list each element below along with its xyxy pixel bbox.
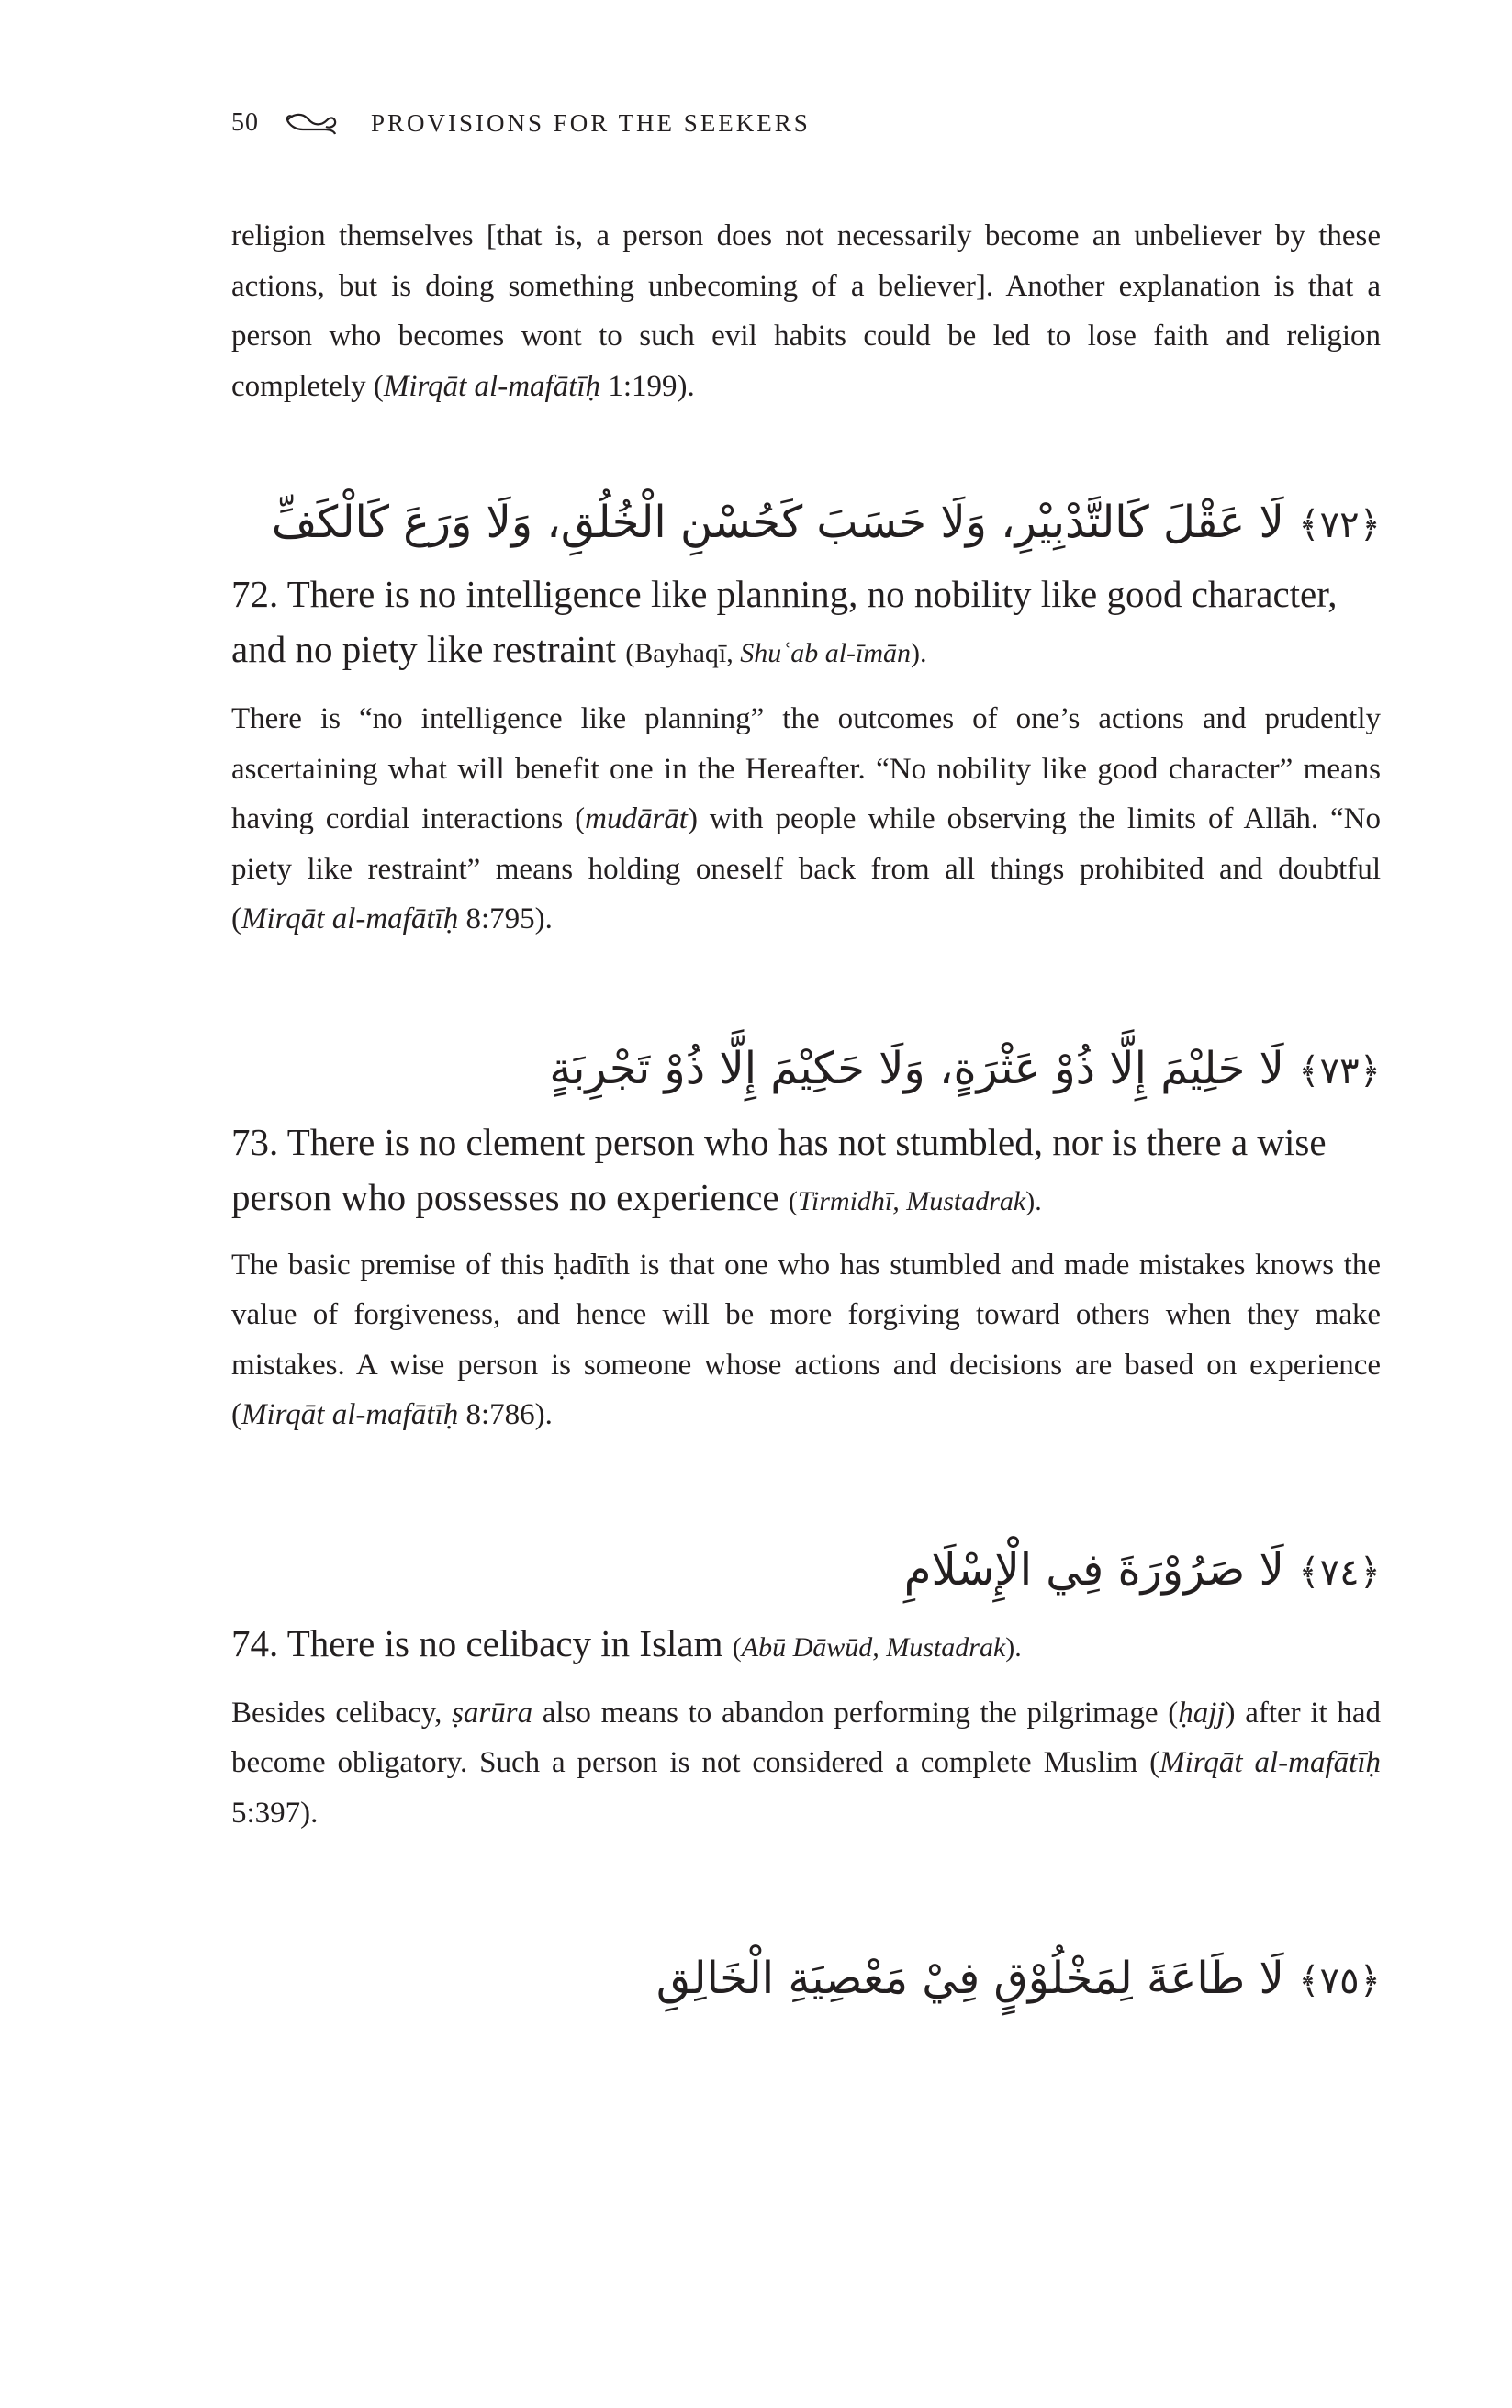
hadith-75-arabic-number: ﴿٧٥﴾: [1298, 1960, 1381, 2002]
intro-paragraph: religion themselves [that is, a person does not necessarily become an unbeliever by these actions, but is doing something unbecoming of a believer]. Another explanation is that a person who becomes wont to such evil habits could be led to lose faith and religion completely (Mirqāt al-mafātīḥ 1:199).: [231, 219, 1381, 403]
hadith-73-translation: 73. There is no clement person who has not stumbled, nor is there a wise person who possesses no experience (Tirmidhī, Mustadrak).: [231, 1120, 1327, 1218]
hadith-73-arabic-text: لَا حَلِيْمَ إِلَّا ذُوْ عَثْرَةٍ، وَلَا حَكِيْمَ إِلَّا ذُوْ تَجْرِبَةٍ: [549, 1042, 1284, 1094]
page-content: [231, 211, 1381, 2013]
hadith-73-reference: (Tirmidhī, Mustadrak).: [788, 1185, 1042, 1216]
hadith-74-translation: 74. There is no celibacy in Islam (Abū Dāwūd, Mustadrak).: [231, 1621, 1022, 1664]
hadith-74-reference: (Abū Dāwūd, Mustadrak).: [732, 1631, 1022, 1663]
hadith-72-reference: (Bayhaqī, Shuʿab al-īmān).: [625, 638, 927, 668]
hadith-74-arabic-text: لَا صَرُوْرَةَ فِي الْإِسْلَامِ: [903, 1543, 1284, 1596]
hadith-75-arabic: [231, 1946, 1381, 2013]
hadith-72-arabic-number: ﴿٧٢﴾: [1298, 504, 1381, 546]
hadith-73-arabic: [231, 1036, 1381, 1103]
hadith-72-arabic-text: لَا عَقْلَ كَالتَّدْبِيْرِ، وَلَا حَسَبَ كَحُسْنِ الْخُلُقِ، وَلَا وَرَعَ كَالْكَفِّ: [271, 497, 1284, 548]
scroll-ornament-icon: [285, 109, 338, 137]
hadith-75-arabic-text: لَا طَاعَةَ لِمَخْلُوْقٍ فِيْ مَعْصِيَةِ الْخَالِقِ: [655, 1953, 1284, 2004]
hadith-74-commentary: Besides celibacy, ṣarūra also means to abandon performing the pilgrimage (ḥajj) after it had become obligatory. Such a person is not considered a complete Muslim (Mirqāt al-mafātīḥ 5:397).: [231, 1696, 1381, 1830]
hadith-74-arabic-number: ﴿٧٤﴾: [1298, 1551, 1381, 1594]
page-number: 50: [231, 108, 259, 137]
running-title: PROVISIONS FOR THE SEEKERS: [371, 108, 811, 137]
hadith-72-translation: 72. There is no intelligence like planning, no nobility like good character, and no piety like restraint (Bayhaqī, Shuʿab al-īmān).: [231, 573, 1338, 670]
hadith-72-arabic: [231, 490, 1381, 557]
hadith-73-commentary: The basic premise of this ḥadīth is that one who has stumbled and made mistakes knows the value of forgiveness, and hence will be more forgiving toward others when they make mistakes. A wise person is someone whose actions and decisions are based on experience (Mirqāt al-mafātīḥ 8:786).: [231, 1248, 1381, 1431]
hadith-73-arabic-number: ﴿٧٣﴾: [1298, 1049, 1381, 1092]
page-header: [231, 108, 811, 138]
hadith-72-commentary: There is “no intelligence like planning” the outcomes of one’s actions and prudently ascertaining what will benefit one in the Hereafter. “No nobility like good character” means having cordial interactions (mudārāt) with people while observing the limits of Allāh. “No piety like restraint” means holding oneself back from all things prohibited and doubtful (Mirqāt al-mafātīḥ 8:795).: [231, 702, 1382, 935]
hadith-74-arabic: [231, 1538, 1381, 1605]
